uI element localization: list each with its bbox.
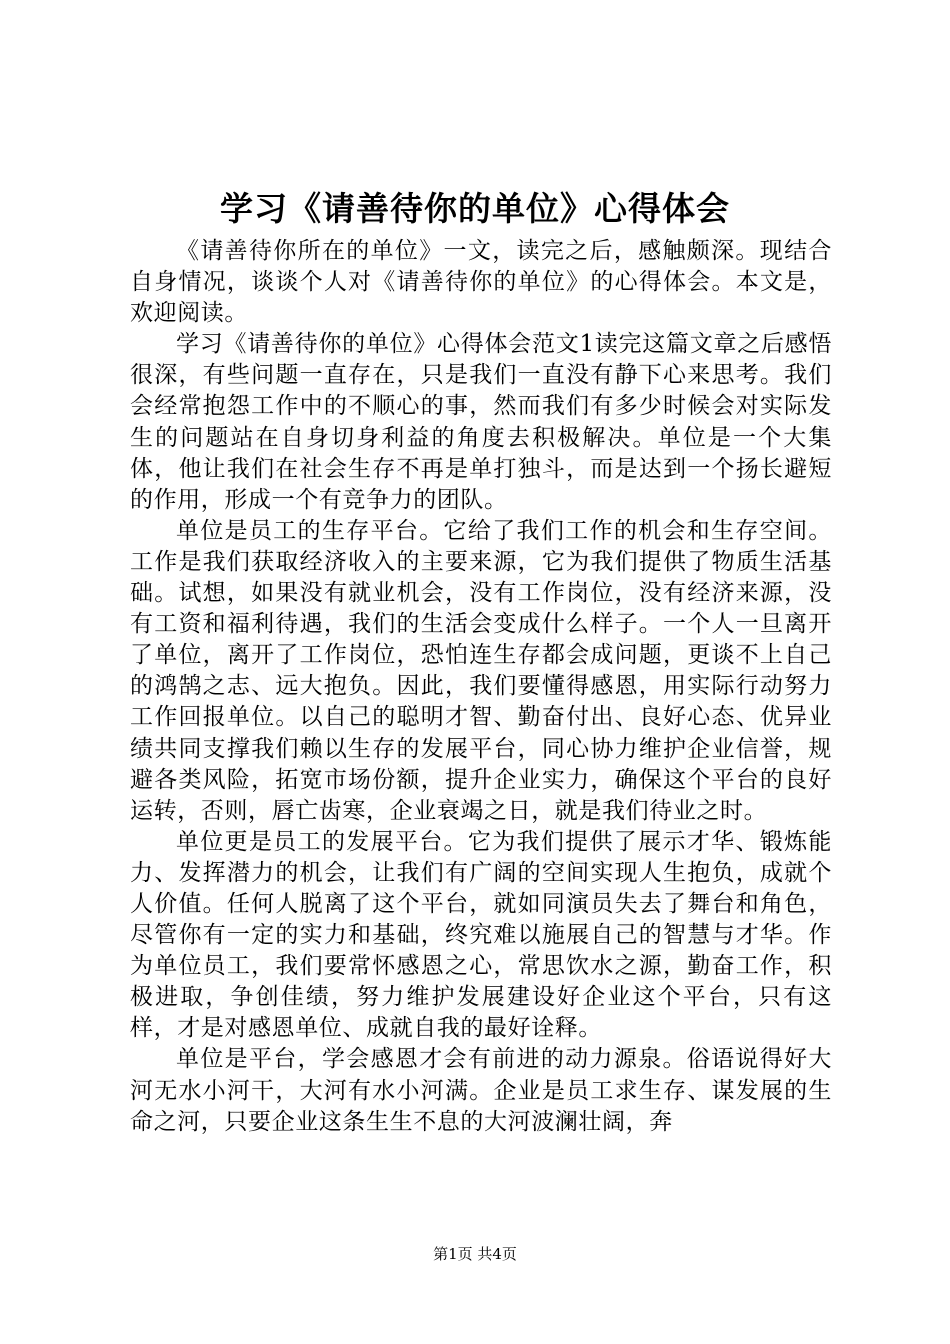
paragraph-gratitude: 单位是平台，学会感恩才会有前进的动力源泉。俗语说得好大河无水小河干，大河有水小河满。企业是员工求生存、谋发展的生命之河，只要企业这条生生不息的大河波澜壮阔，奔 (130, 1046, 832, 1135)
paragraph-development-platform: 单位更是员工的发展平台。它为我们提供了展示才华、锻炼能力、发挥潜力的机会，让我们有广阔的空间实现人生抱负，成就个人价值。任何人脱离了这个平台，就如同演员失去了舞台和角色，尽管你有一定的实力和基础，终究难以施展自己的智慧与才华。作为单位员工，我们要常怀感恩之心，常思饮水之源，勤奋工作，积极进取，争创佳绩，努力维护发展建设好企业这个平台，只有这样，才是对感恩单位、成就自我的最好诠释。 (130, 828, 832, 1042)
document-body (130, 236, 832, 1138)
page-footer (0, 1243, 950, 1265)
paragraph-intro: 《请善待你所在的单位》一文，读完之后，感触颇深。现结合自身情况，谈谈个人对《请善待你的单位》的心得体会。本文是，欢迎阅读。 (130, 238, 832, 327)
page-number: 第1页 (433, 1245, 473, 1263)
document-title: 学习《请善待你的单位》心得体会 (220, 189, 730, 228)
paragraph-essay-opening: 学习《请善待你的单位》心得体会范文1读完这篇文章之后感悟很深，有些问题一直存在，只是我们一直没有静下心来思考。我们会经常抱怨工作中的不顺心的事，然而我们有多少时候会对实际发生的问题站在自身切身利益的角度去积极解决。单位是一个大集体，他让我们在社会生存不再是单打独斗，而是达到一个扬长避短的作用，形成一个有竞争力的团队。 (130, 331, 832, 513)
paragraph-survival-platform: 单位是员工的生存平台。它给了我们工作的机会和生存空间。工作是我们获取经济收入的主要来源，它为我们提供了物质生活基础。试想，如果没有就业机会，没有工作岗位，没有经济来源，没有工资和福利待遇，我们的生活会变成什么样子。一个人一旦离开了单位，离开了工作岗位，恐怕连生存都会成问题，更谈不上自己的鸿鹄之志、远大抱负。因此，我们要懂得感恩，用实际行动努力工作回报单位。以自己的聪明才智、勤奋付出、良好心态、优异业绩共同支撑我们赖以生存的发展平台，同心协力维护企业信誉，规避各类风险，拓宽市场份额，提升企业实力，确保这个平台的良好运转，否则，唇亡齿寒，企业衰竭之日，就是我们待业之时。 (130, 517, 832, 824)
page-total: 共4页 (477, 1245, 517, 1263)
